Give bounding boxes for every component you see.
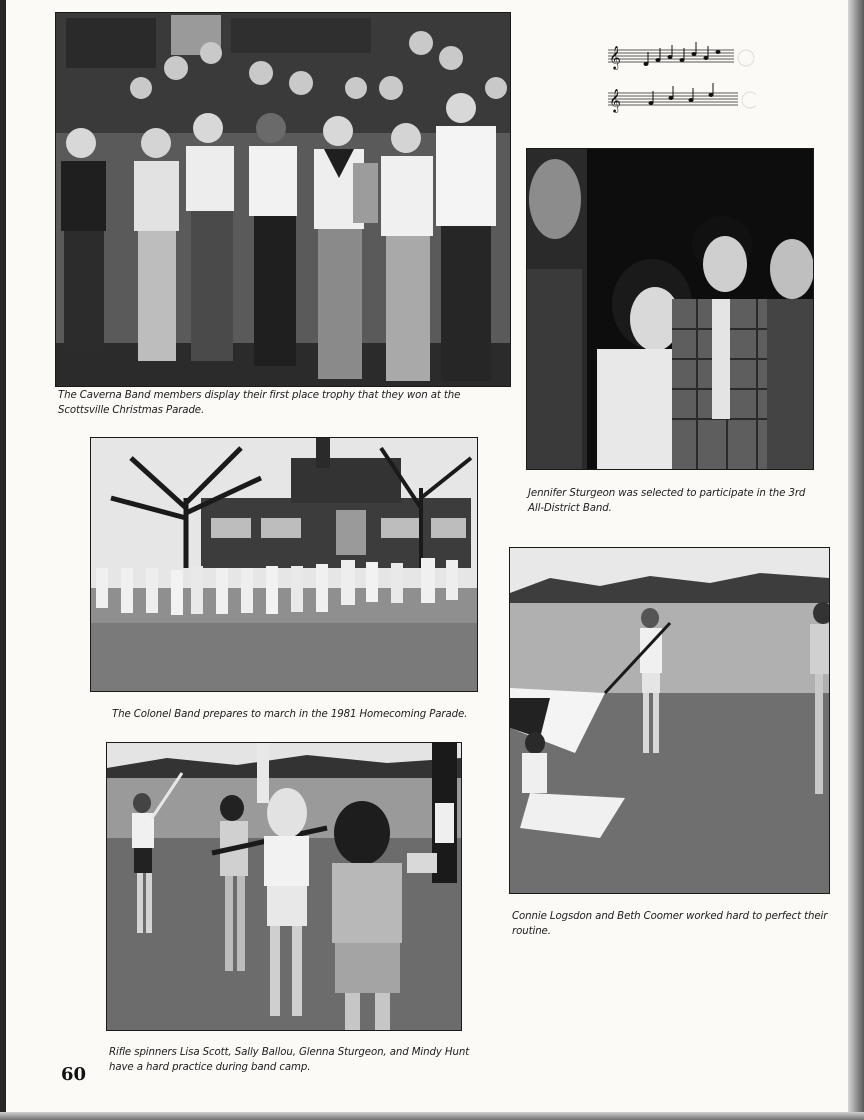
photo-jennifer-sturgeon [527, 149, 813, 469]
photo-flag-routine [510, 548, 829, 893]
photo-band-trophy [56, 13, 510, 386]
svg-text:𝄞: 𝄞 [609, 45, 621, 69]
page-number: 60 [61, 1064, 87, 1085]
caption-trophy: The Caverna Band members display their first place trophy that they won at the Scottsville Christmas Parade. [58, 390, 461, 416]
caption-rifle: Rifle spinners Lisa Scott, Sally Ballou, Glenna Sturgeon, and Mindy Hunt have a hard practice during band camp. [109, 1047, 470, 1073]
caption-sturgeon: Jennifer Sturgeon was selected to participate in the 3rd All-District Band. [528, 488, 806, 514]
svg-text:𝄞: 𝄞 [609, 88, 621, 112]
music-staff-icon [606, 40, 756, 120]
caption-routine: Connie Logsdon and Beth Coomer worked hard to perfect their routine. [512, 911, 828, 937]
caption-homecoming: The Colonel Band prepares to march in the 1981 Homecoming Parade. [112, 709, 468, 720]
yearbook-page [6, 0, 848, 1112]
page-edge-bottom [0, 1112, 864, 1120]
photo-rifle-spinners [107, 743, 461, 1030]
photo-homecoming-parade [91, 438, 477, 691]
page-edge-right [848, 0, 864, 1120]
